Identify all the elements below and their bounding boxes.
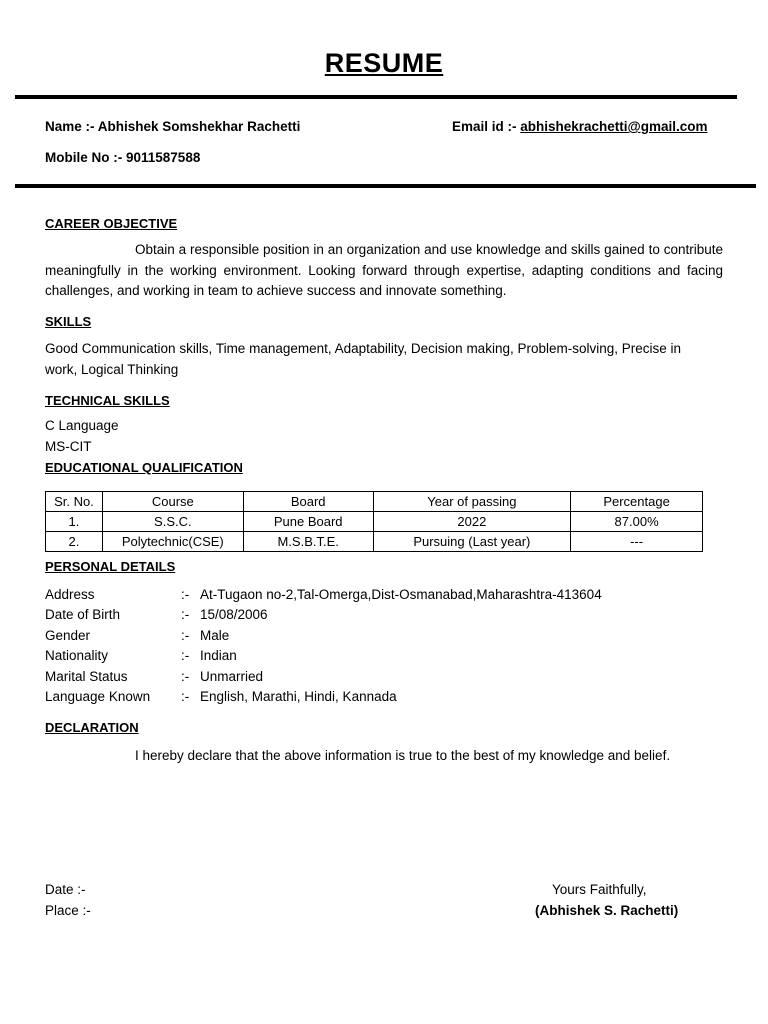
detail-label: Marital Status	[45, 669, 128, 684]
skills-heading: SKILLS	[45, 314, 92, 329]
detail-separator: :-	[181, 628, 190, 643]
table-cell: 1.	[46, 512, 103, 532]
mobile-line	[45, 150, 200, 165]
table-cell: 2022	[373, 512, 571, 532]
education-table	[45, 491, 703, 552]
career-objective-heading: CAREER OBJECTIVE	[45, 216, 178, 231]
technical-skill-item: C Language	[45, 418, 119, 433]
skills-text: Good Communication skills, Time management, Adaptability, Decision making, Problem-solving, Precise in work, Logical Thinking	[45, 341, 682, 377]
table-cell: Polytechnic(CSE)	[102, 532, 243, 552]
detail-label: Date of Birth	[45, 607, 121, 622]
education-heading: EDUCATIONAL QUALIFICATION	[45, 460, 243, 475]
detail-value: Male	[200, 628, 230, 643]
column-header: Sr. No.	[46, 492, 103, 512]
table-cell: S.S.C.	[102, 512, 243, 532]
detail-label: Language Known	[45, 689, 151, 704]
email-link[interactable]: abhishekrachetti@gmail.com	[520, 119, 708, 134]
candidate-name: Abhishek Somshekhar Rachetti	[97, 119, 301, 134]
technical-skills-heading: TECHNICAL SKILLS	[45, 393, 170, 408]
detail-value: Unmarried	[200, 669, 264, 684]
email-label: Email id :-	[452, 119, 521, 134]
header-divider	[15, 184, 756, 188]
closing-text: Yours Faithfully,	[552, 882, 647, 897]
detail-separator: :-	[181, 689, 190, 704]
detail-value: 15/08/2006	[200, 607, 268, 622]
column-header: Board	[243, 492, 373, 512]
table-cell: Pune Board	[243, 512, 373, 532]
place-label: Place :-	[45, 903, 91, 918]
table-cell: 87.00%	[571, 512, 703, 532]
column-header: Year of passing	[373, 492, 571, 512]
table-cell: Pursuing (Last year)	[373, 532, 571, 552]
column-header: Course	[102, 492, 243, 512]
mobile-label: Mobile No :-	[45, 150, 126, 165]
table-cell: ---	[571, 532, 703, 552]
detail-value: At-Tugaon no-2,Tal-Omerga,Dist-Osmanabad,Maharashtra-413604	[200, 587, 602, 602]
declaration-text: I hereby declare that the above information is true to the best of my knowledge and belief.	[135, 748, 671, 763]
table-cell: M.S.B.T.E.	[243, 532, 373, 552]
detail-value: English, Marathi, Hindi, Kannada	[200, 689, 397, 704]
table-row	[46, 532, 703, 552]
table-cell: 2.	[46, 532, 103, 552]
mobile-number: 9011587588	[126, 150, 201, 165]
career-objective-text: Obtain a responsible position in an organization and use knowledge and skills gained to contribute meaningfully in the working environment. Looking forward through expertise, adapting conditions and facing challenges, and working in team to achieve success and innovate something.	[45, 242, 723, 298]
personal-details-heading: PERSONAL DETAILS	[45, 559, 176, 574]
technical-skill-item: MS-CIT	[45, 439, 92, 454]
column-header: Percentage	[571, 492, 703, 512]
detail-separator: :-	[181, 648, 190, 663]
email-line	[452, 119, 708, 134]
detail-label: Gender	[45, 628, 91, 643]
name-line	[45, 119, 300, 134]
detail-label: Nationality	[45, 648, 109, 663]
detail-value: Indian	[200, 648, 237, 663]
name-label: Name :-	[45, 119, 98, 134]
resume-title: RESUME	[324, 48, 444, 78]
detail-separator: :-	[181, 607, 190, 622]
table-row	[46, 512, 703, 532]
table-header-row	[46, 492, 703, 512]
detail-separator: :-	[181, 669, 190, 684]
top-divider	[15, 95, 737, 99]
detail-label: Address	[45, 587, 95, 602]
signature-name: (Abhishek S. Rachetti)	[535, 903, 679, 918]
declaration-heading: DECLARATION	[45, 720, 139, 735]
detail-separator: :-	[181, 587, 190, 602]
date-label: Date :-	[45, 882, 86, 897]
